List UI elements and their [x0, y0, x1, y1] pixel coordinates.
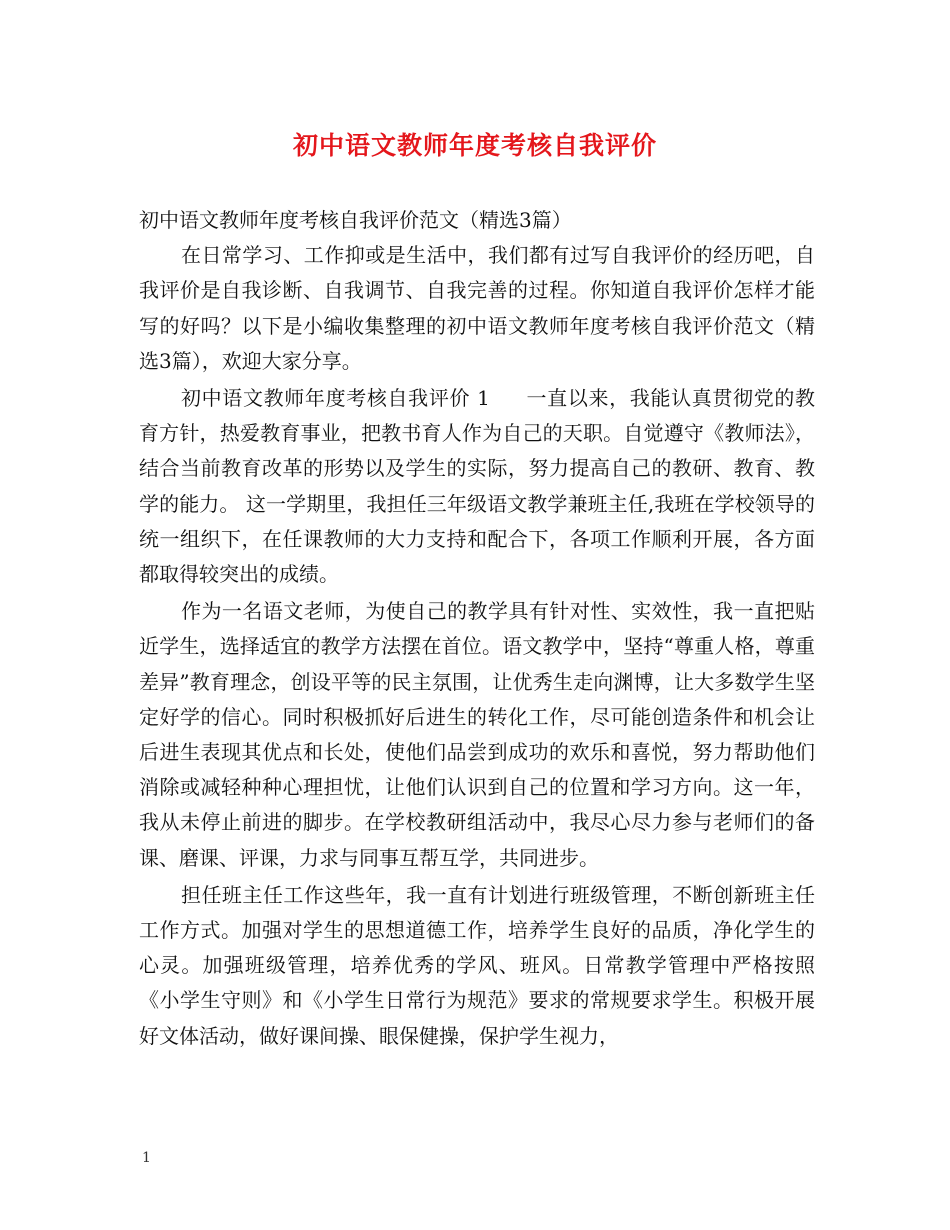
- intro-paragraph: 在日常学习、工作抑或是生活中，我们都有过写自我评价的经历吧，自我评价是自我诊断、自我调节、自我完善的过程。你知道自我评价怎样才能写的好吗？以下是小编收集整理的初中语文教师年度考核自我评价范文（精选3篇），欢迎大家分享。: [139, 243, 815, 373]
- page-number: 1: [142, 1150, 151, 1166]
- section-1-paragraph-1: [139, 381, 815, 592]
- document-subtitle: 初中语文教师年度考核自我评价范文（精选3篇）: [139, 208, 572, 232]
- document-body: [139, 203, 815, 1054]
- section-1-heading: 初中语文教师年度考核自我评价 1: [181, 386, 490, 411]
- section-1-paragraph-3: 担任班主任工作这些年，我一直有计划进行班级管理，不断创新班主任工作方式。加强对学生的思想道德工作，培养学生良好的品质，净化学生的心灵。加强班级管理，培养优秀的学风、班风。日常教学管理中严格按照《小学生守则》和《小学生日常行为规范》要求的常规要求学生。积极开展好文体活动，做好课间操、眼保健操，保护学生视力，: [139, 882, 815, 1048]
- section-1-paragraph-1-text: 一直以来，我能认真贯彻党的教育方针，热爱教育事业，把教书育人作为自己的天职。自觉遵守《教师法》，结合当前教育改革的形势以及学生的实际，努力提高自己的教研、教育、教学的能力。 这一学期里，我担任三年级语文教学兼班主任,我班在学校领导的统一组织下，在任课教师的大力支持和配合下，各项工作顺利开展，各方面都取得较突出的成绩。: [139, 386, 816, 587]
- section-1-paragraph-2: 作为一名语文老师，为使自己的教学具有针对性、实效性，我一直把贴近学生，选择适宜的教学方法摆在首位。语文教学中，坚持“尊重人格，尊重差异”教育理念，创设平等的民主氛围，让优秀生走向渊博，让大多数学生坚定好学的信心。同时积极抓好后进生的转化工作，尽可能创造条件和机会让后进生表现其优点和长处，使他们品尝到成功的欢乐和喜悦，努力帮助他们消除或减轻种种心理担忧，让他们认识到自己的位置和学习方向。这一年，我从未停止前进的脚步。在学校教研组活动中，我尽心尽力参与老师们的备课、磨课、评课，力求与同事互帮互学，共同进步。: [139, 599, 815, 870]
- document-title: 初中语文教师年度考核自我评价: [292, 131, 657, 160]
